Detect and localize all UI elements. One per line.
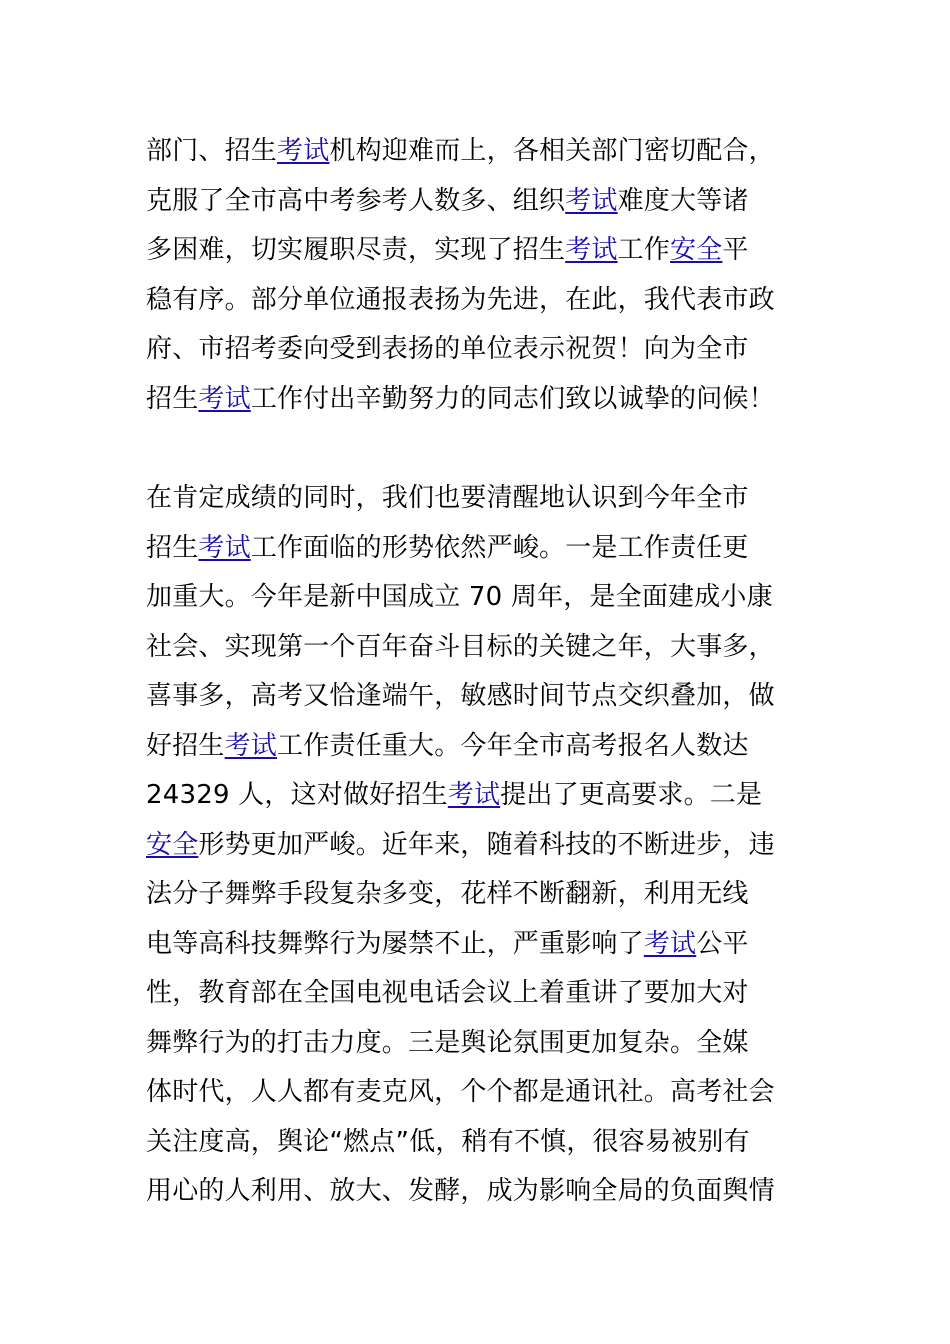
text-line: [146, 870, 816, 920]
text-line: [146, 1019, 816, 1069]
text-segment: 公平: [696, 928, 749, 959]
text-segment: 舞弊行为的打击力度。三是舆论氛围更加复杂。全媒: [146, 1027, 749, 1058]
keyword-link[interactable]: 安全: [670, 235, 723, 265]
text-segment: 稳有序。部分单位通报表扬为先进，在此，我代表市政: [146, 284, 775, 315]
text-segment: 招生: [146, 532, 199, 563]
text-line: [146, 474, 816, 524]
text-line: [146, 672, 816, 722]
keyword-link[interactable]: 考试: [198, 383, 251, 414]
text-segment: 法分子舞弊手段复杂多变，花样不断翻新，利用无线: [146, 879, 749, 909]
text-segment: 好招生: [146, 730, 225, 761]
text-line: [146, 623, 816, 673]
text-line: [146, 226, 816, 276]
text-segment: 府、市招考委向受到表扬的单位表示祝贺！向为全市: [146, 334, 749, 364]
paragraph-1: [146, 127, 816, 424]
text-line: [146, 1118, 816, 1168]
text-segment: 用心的人利用、放大、发酵，成为影响全局的负面舆情: [146, 1176, 775, 1206]
text-segment: 加重大。今年是新中国成立 70 周年，是全面建成小康: [146, 582, 773, 612]
keyword-link[interactable]: 安全: [146, 829, 199, 860]
text-segment: 在肯定成绩的同时，我们也要清醒地认识到今年全市: [146, 483, 749, 513]
text-segment: 多困难，切实履职尽责，实现了招生: [146, 235, 566, 265]
text-line: [146, 771, 816, 821]
text-line: [146, 177, 816, 227]
text-segment: 平: [722, 235, 749, 265]
text-line: [146, 375, 816, 425]
text-segment: 体时代，人人都有麦克风，个个都是通讯社。高考社会: [146, 1077, 775, 1107]
text-segment: 形势更加严峻。近年来，随着科技的不断进步，违: [198, 829, 775, 860]
text-segment: 工作: [617, 235, 671, 265]
text-line: [146, 325, 816, 375]
text-segment: 工作付出辛勤努力的同志们致以诚挚的问候！: [250, 383, 775, 414]
keyword-link[interactable]: 考试: [447, 780, 501, 810]
text-segment: 关注度高，舆论“燃点”低，稍有不慎，很容易被别有: [146, 1126, 750, 1157]
paragraph-2: [146, 474, 816, 1217]
text-segment: 提出了更高要求。二是: [500, 780, 763, 810]
keyword-link[interactable]: 考试: [565, 235, 618, 265]
text-segment: 电等高科技舞弊行为屡禁不止，严重影响了: [146, 928, 644, 959]
text-segment: 克服了全市高中考参考人数多、组织: [146, 185, 566, 216]
text-line: [146, 127, 816, 177]
text-segment: 工作面临的形势依然严峻。一是工作责任更: [250, 532, 749, 563]
text-line: [146, 969, 816, 1019]
text-line: [146, 722, 816, 772]
text-line: [146, 524, 816, 574]
keyword-link[interactable]: 考试: [565, 185, 618, 216]
keyword-link[interactable]: 考试: [277, 136, 330, 166]
text-line: [146, 276, 816, 326]
keyword-link[interactable]: 考试: [643, 928, 697, 959]
text-segment: 社会、实现第一个百年奋斗目标的关键之年，大事多，: [146, 631, 775, 662]
keyword-link[interactable]: 考试: [198, 532, 251, 563]
text-segment: 喜事多，高考又恰逢端午，敏感时间节点交织叠加，做: [146, 681, 775, 711]
text-line: [146, 573, 816, 623]
text-segment: 难度大等诸: [617, 185, 749, 216]
text-segment: 部门、招生: [146, 136, 278, 166]
text-line: [146, 1167, 816, 1217]
text-segment: 招生: [146, 383, 199, 414]
keyword-link[interactable]: 考试: [224, 730, 278, 761]
text-segment: 24329 人，这对做好招生: [146, 780, 448, 810]
text-segment: 机构迎难而上，各相关部门密切配合，: [329, 136, 775, 166]
text-segment: 工作责任重大。今年全市高考报名人数达: [277, 730, 749, 761]
text-line: [146, 1068, 816, 1118]
text-line: [146, 920, 816, 970]
text-segment: 性，教育部在全国电视电话会议上着重讲了要加大对: [146, 978, 749, 1008]
text-line: [146, 821, 816, 871]
